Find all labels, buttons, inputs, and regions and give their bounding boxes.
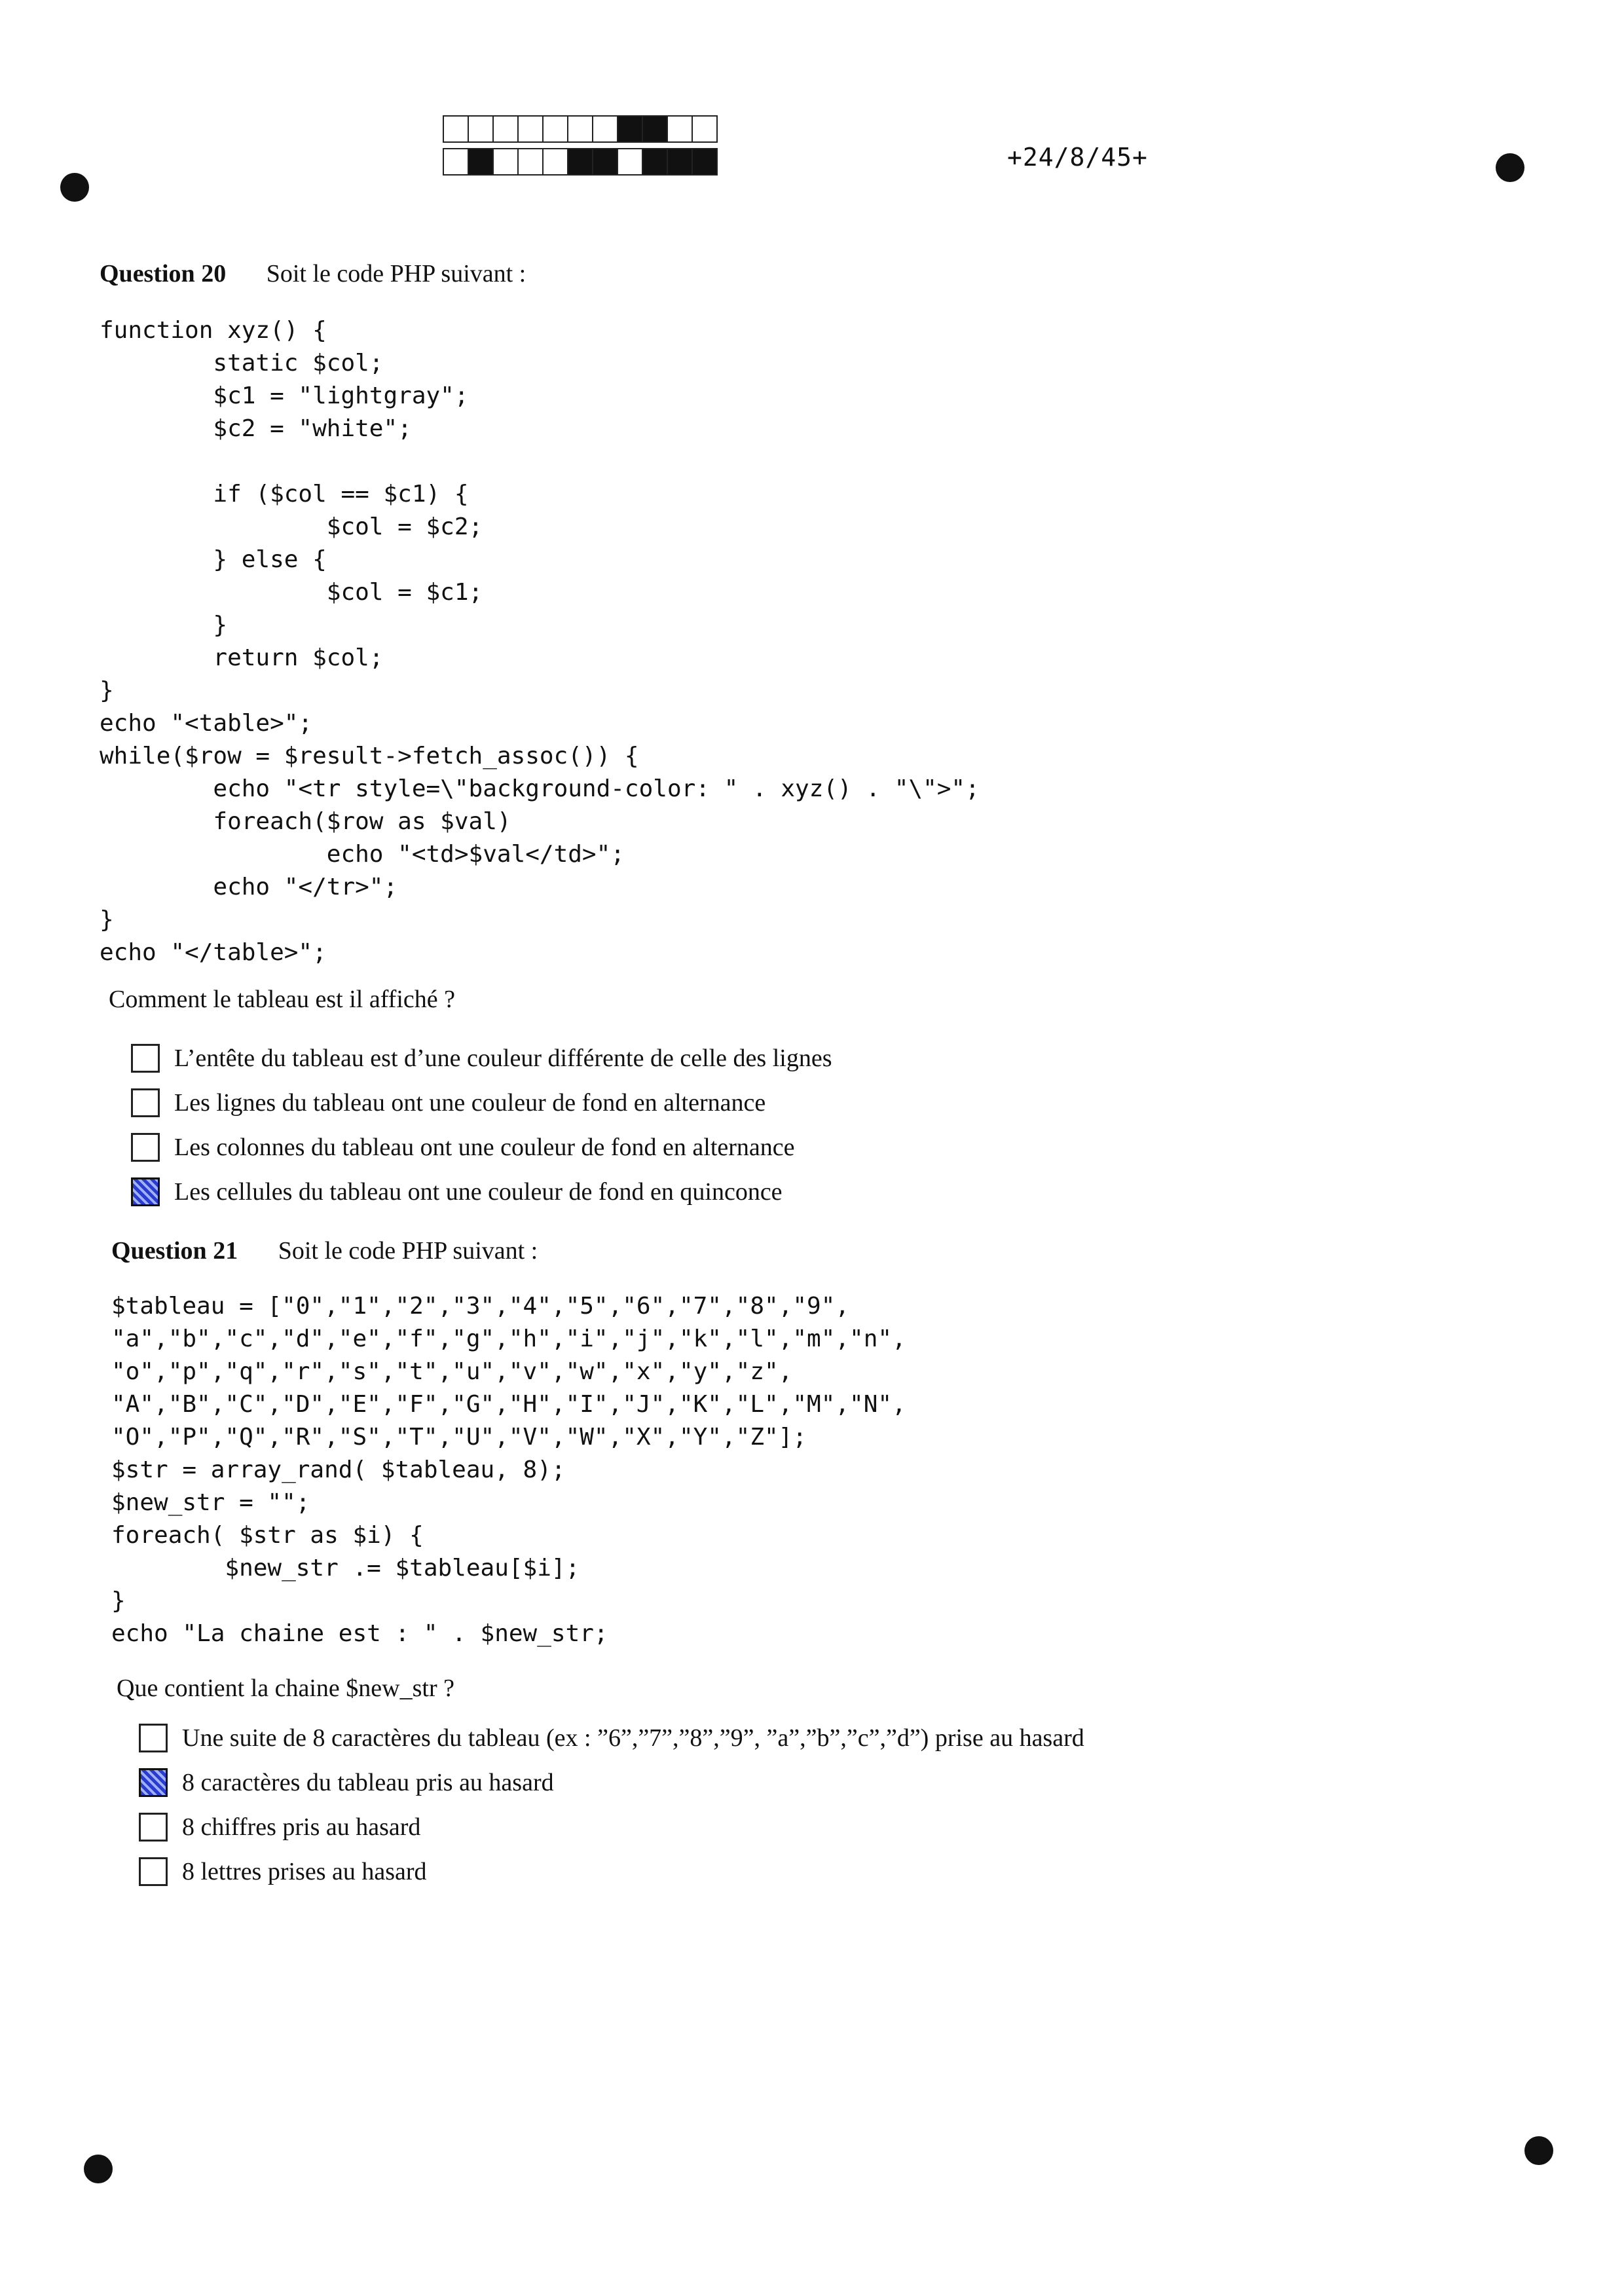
barcode-top-cell [542, 115, 567, 143]
barcode-bottom-cell [667, 148, 692, 176]
barcode-bottom-cell [567, 148, 592, 176]
barcode-top-cell [468, 115, 492, 143]
answer-text: Une suite de 8 caractères du tableau (ex : ”6”,”7”,”8”,”9”, ”a”,”b”,”c”,”d”) prise au hasard [182, 1724, 1084, 1752]
answer-option [139, 1760, 1084, 1805]
barcode-top-cell [667, 115, 692, 143]
barcode-top-cell [642, 115, 667, 143]
answer-option [131, 1125, 832, 1170]
question-20-intro: Soit le code PHP suivant : [266, 260, 526, 287]
registration-mark-top-left [60, 173, 89, 202]
barcode-bottom-cell [517, 148, 542, 176]
question-21-intro: Soit le code PHP suivant : [278, 1237, 538, 1265]
answer-checkbox[interactable] [131, 1088, 160, 1117]
answer-checkbox[interactable] [139, 1768, 168, 1797]
barcode-row-top [443, 115, 718, 143]
registration-mark-top-right [1496, 153, 1524, 182]
registration-mark-bottom-right [1524, 2136, 1553, 2165]
question-21-label: Question 21 [111, 1237, 238, 1265]
answer-option [131, 1170, 832, 1214]
barcode-bottom-cell [692, 148, 718, 176]
registration-mark-bottom-left [84, 2155, 113, 2183]
question-21-header [111, 1236, 538, 1265]
answer-option [139, 1849, 1084, 1894]
barcode-top-cell [443, 115, 468, 143]
question-20-answers [131, 1036, 832, 1214]
barcode-bottom-cell [542, 148, 567, 176]
answer-checkbox[interactable] [139, 1724, 168, 1752]
answer-text: Les cellules du tableau ont une couleur de fond en quinconce [174, 1178, 783, 1206]
question-21-code: $tableau = ["0","1","2","3","4","5","6","7","8","9", "a","b","c","d","e","f","g","h","i","j","k","l","m","n", "o","p","q","r","s","t","u","v","w","x","y","z", "A","B","C","D","E","F","G","H","I","J","K","L","M","N", "O","P","Q","R","S","T","U","V","W","X","Y","Z"]; $str = array_rand( $tableau, 8); $new_str = ""; foreach( $str as $i) { $new_str .= $tableau[$i]; } echo "La chaine est : " . $new_str; [111, 1293, 906, 1647]
barcode-top-cell [567, 115, 592, 143]
answer-text: 8 caractères du tableau pris au hasard [182, 1769, 554, 1796]
answer-option [131, 1081, 832, 1125]
answer-text: 8 chiffres pris au hasard [182, 1813, 421, 1841]
answer-checkbox[interactable] [139, 1813, 168, 1842]
answer-text: Les colonnes du tableau ont une couleur de fond en alternance [174, 1134, 795, 1161]
question-20-header [100, 259, 526, 288]
page-barcode [443, 115, 718, 181]
answer-option [139, 1716, 1084, 1760]
barcode-bottom-cell [468, 148, 492, 176]
answer-text: L’entête du tableau est d’une couleur différente de celle des lignes [174, 1045, 832, 1072]
answer-checkbox[interactable] [131, 1177, 160, 1206]
barcode-row-bottom [443, 148, 718, 176]
answer-option [131, 1036, 832, 1081]
answer-text: 8 lettres prises au hasard [182, 1858, 427, 1885]
barcode-bottom-cell [617, 148, 642, 176]
answer-option [139, 1805, 1084, 1849]
question-20-prompt: Comment le tableau est il affiché ? [109, 986, 455, 1013]
question-20-label: Question 20 [100, 260, 227, 287]
page-code: +24/8/45+ [1007, 143, 1148, 172]
barcode-bottom-cell [642, 148, 667, 176]
answer-text: Les lignes du tableau ont une couleur de fond en alternance [174, 1089, 766, 1117]
question-21-prompt: Que contient la chaine $new_str ? [117, 1675, 454, 1702]
answer-checkbox[interactable] [131, 1044, 160, 1073]
barcode-top-cell [692, 115, 718, 143]
barcode-top-cell [517, 115, 542, 143]
question-20-code: function xyz() { static $col; $c1 = "lightgray"; $c2 = "white"; if ($col == $c1) { $col = $c2; } else { $col = $c1; } return $col; } echo "<table>"; while($row = $result->fetch_assoc()) { echo "<tr style=\"background-color: " . xyz() . "\">"; foreach($row as $val) echo "<td>$val</td>"; echo "</tr>"; } echo "</table>"; [100, 317, 980, 966]
barcode-top-cell [492, 115, 517, 143]
answer-checkbox[interactable] [139, 1857, 168, 1886]
barcode-bottom-cell [443, 148, 468, 176]
barcode-top-cell [617, 115, 642, 143]
barcode-bottom-cell [592, 148, 617, 176]
barcode-bottom-cell [492, 148, 517, 176]
barcode-top-cell [592, 115, 617, 143]
answer-checkbox[interactable] [131, 1133, 160, 1162]
question-21-answers [139, 1716, 1084, 1894]
